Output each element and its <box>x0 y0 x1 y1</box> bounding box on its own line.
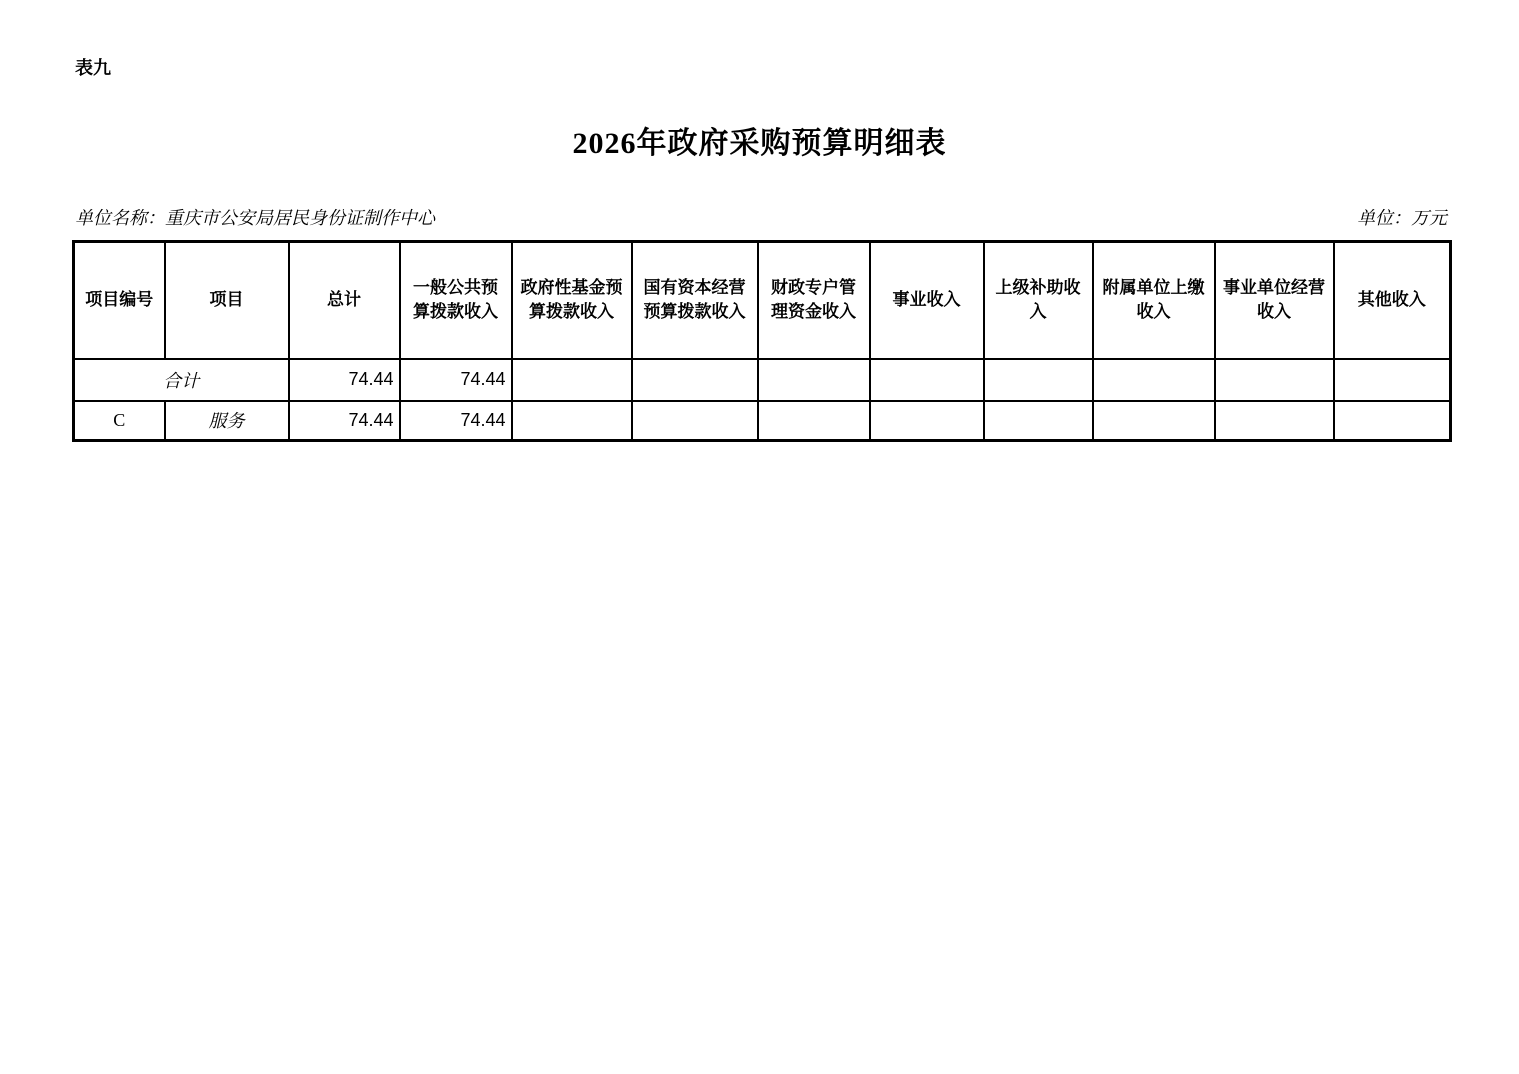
col-header-total: 总计 <box>289 242 400 359</box>
col-header-fiscal-special-account-income: 财政专户管理资金收入 <box>758 242 870 359</box>
summary-general-public-budget-cell: 74.44 <box>400 359 512 401</box>
row-affiliated-unit-payment-cell <box>1093 401 1215 441</box>
page-title: 2026年政府采购预算明细表 <box>572 127 947 160</box>
table-header-row <box>74 242 1451 359</box>
table-row <box>74 401 1451 441</box>
row-code-cell: C <box>74 401 165 441</box>
row-gov-fund-budget-cell <box>512 401 632 441</box>
unit-name-label: 单位名称：重庆市公安局居民身份证制作中心 <box>75 208 435 228</box>
budget-table <box>72 240 1452 442</box>
summary-fiscal-special-account-cell <box>758 359 870 401</box>
sheet-number-label: 表九 <box>75 58 111 78</box>
summary-other-income-cell <box>1334 359 1451 401</box>
summary-gov-fund-budget-cell <box>512 359 632 401</box>
summary-state-capital-budget-cell <box>632 359 758 401</box>
row-state-capital-budget-cell <box>632 401 758 441</box>
unit-of-measure-label: 单位：万元 <box>1357 208 1447 228</box>
col-header-superior-subsidy-income: 上级补助收入 <box>984 242 1093 359</box>
col-header-business-unit-operating-income: 事业单位经营收入 <box>1215 242 1334 359</box>
summary-label-cell: 合计 <box>74 359 289 401</box>
row-superior-subsidy-cell <box>984 401 1093 441</box>
col-header-other-income: 其他收入 <box>1334 242 1451 359</box>
table-row-summary <box>74 359 1451 401</box>
col-header-gov-fund-budget-income: 政府性基金预算拨款收入 <box>512 242 632 359</box>
col-header-affiliated-unit-payment-income: 附属单位上缴收入 <box>1093 242 1215 359</box>
col-header-project-code: 项目编号 <box>74 242 165 359</box>
row-name-cell: 服务 <box>165 401 289 441</box>
summary-business-unit-operating-cell <box>1215 359 1334 401</box>
row-fiscal-special-account-cell <box>758 401 870 441</box>
row-total-cell: 74.44 <box>289 401 400 441</box>
col-header-operating-income: 事业收入 <box>870 242 984 359</box>
summary-affiliated-unit-payment-cell <box>1093 359 1215 401</box>
summary-operating-income-cell <box>870 359 984 401</box>
col-header-general-public-budget-income: 一般公共预算拨款收入 <box>400 242 512 359</box>
unit-info-row <box>75 204 1447 230</box>
row-other-income-cell <box>1334 401 1451 441</box>
col-header-state-capital-budget-income: 国有资本经营预算拨款收入 <box>632 242 758 359</box>
row-business-unit-operating-cell <box>1215 401 1334 441</box>
row-general-public-budget-cell: 74.44 <box>400 401 512 441</box>
row-operating-income-cell <box>870 401 984 441</box>
summary-superior-subsidy-cell <box>984 359 1093 401</box>
summary-total-cell: 74.44 <box>289 359 400 401</box>
col-header-project: 项目 <box>165 242 289 359</box>
